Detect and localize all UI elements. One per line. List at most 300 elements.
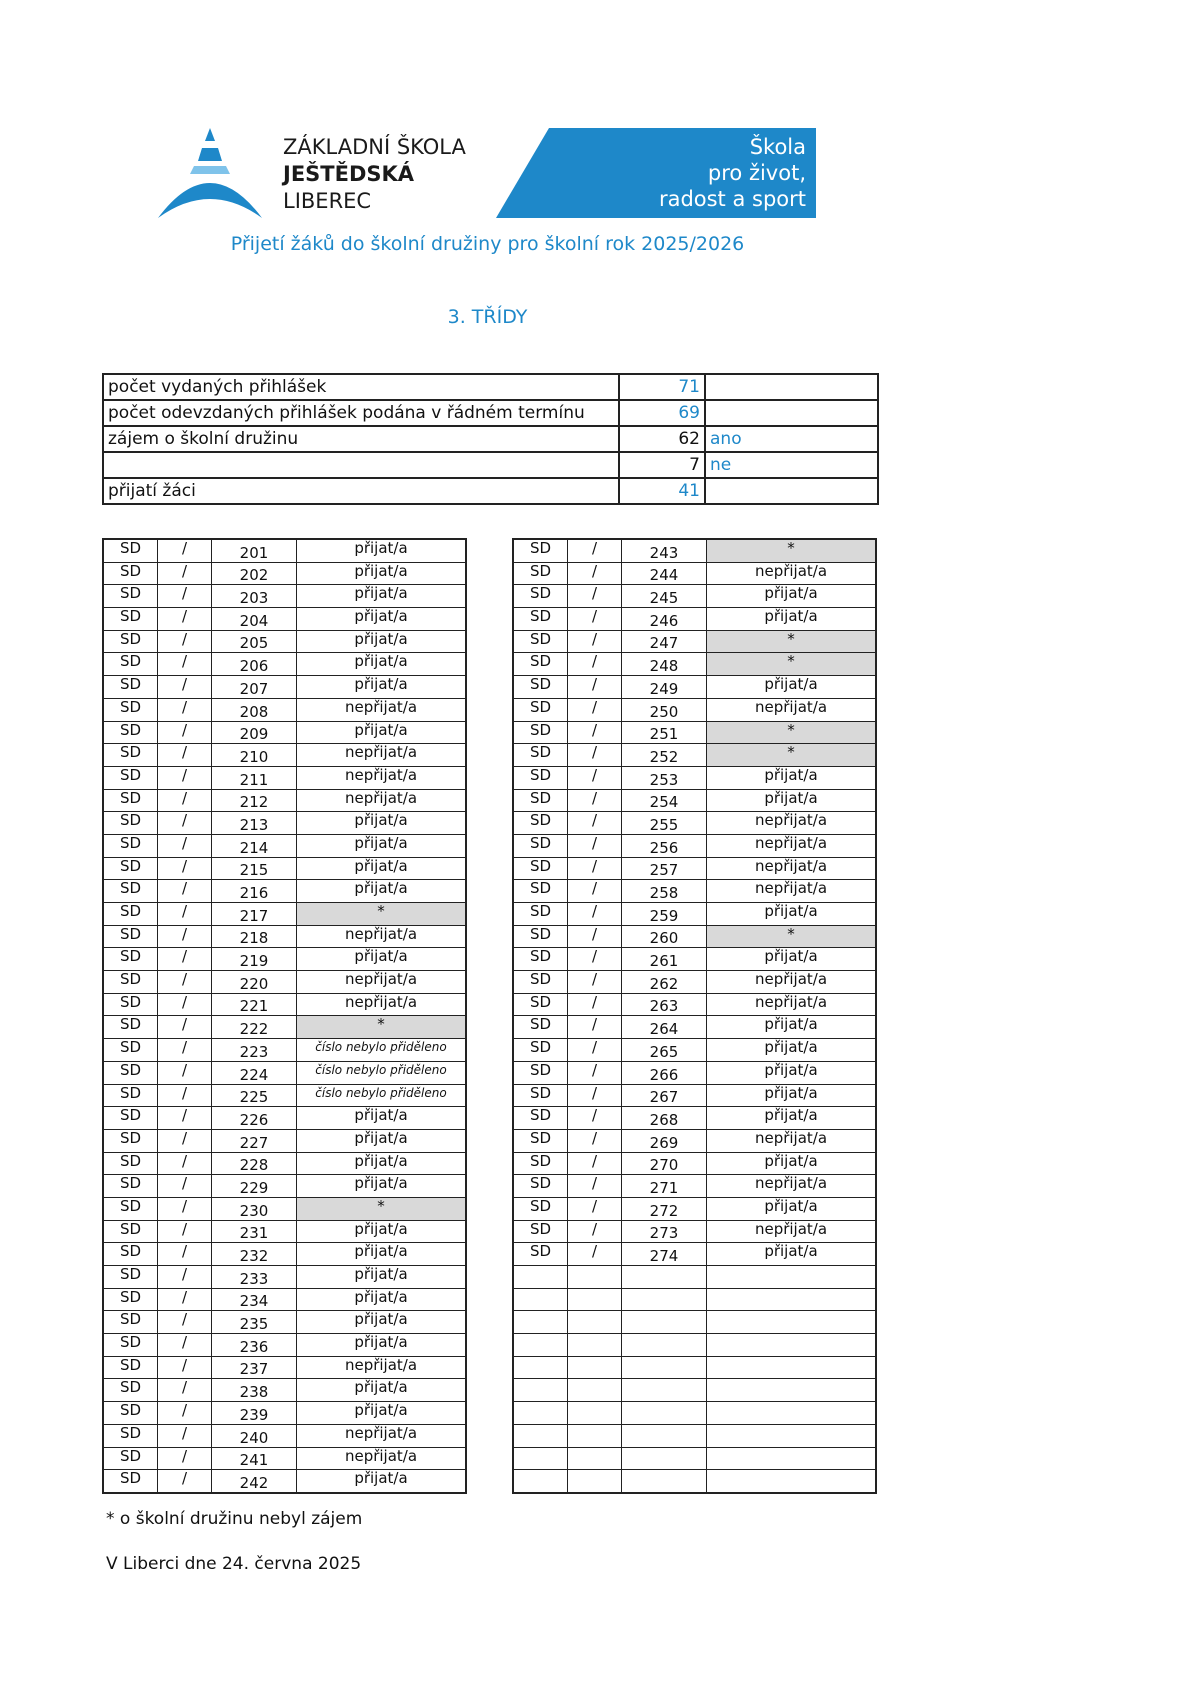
prefix-cell: SD (103, 1016, 158, 1039)
table-row (103, 1447, 466, 1470)
status-cell: * (707, 653, 877, 676)
prefix-cell: SD (103, 1311, 158, 1334)
prefix-cell: SD (103, 608, 158, 631)
table-row (513, 1129, 876, 1152)
slash-cell: / (568, 585, 622, 608)
slash-cell (568, 1288, 622, 1311)
table-row (513, 1379, 876, 1402)
slash-cell: / (158, 1129, 212, 1152)
status-cell: přijat/a (707, 1152, 877, 1175)
prefix-cell: SD (513, 834, 568, 857)
summary-value: 41 (619, 478, 705, 504)
number-cell: 234 (212, 1288, 297, 1311)
slash-cell: / (568, 1129, 622, 1152)
prefix-cell: SD (103, 993, 158, 1016)
number-cell: 264 (622, 1016, 707, 1039)
status-cell: nepřijat/a (707, 993, 877, 1016)
slash-cell: / (158, 721, 212, 744)
slash-cell: / (568, 744, 622, 767)
slash-cell: / (158, 1402, 212, 1425)
slash-cell: / (568, 1084, 622, 1107)
prefix-cell: SD (103, 1243, 158, 1266)
table-row (103, 1243, 466, 1266)
table-row (513, 539, 876, 562)
table-row (103, 857, 466, 880)
prefix-cell: SD (513, 744, 568, 767)
status-cell: nepřijat/a (297, 789, 467, 812)
status-cell: nepřijat/a (707, 971, 877, 994)
number-cell: 269 (622, 1129, 707, 1152)
slash-cell: / (158, 948, 212, 971)
number-cell: 263 (622, 993, 707, 1016)
slash-cell (568, 1334, 622, 1357)
number-cell: 202 (212, 562, 297, 585)
status-cell: přijat/a (297, 1220, 467, 1243)
prefix-cell: SD (103, 948, 158, 971)
prefix-cell: SD (513, 1061, 568, 1084)
table-row (103, 653, 466, 676)
status-cell: přijat/a (297, 1379, 467, 1402)
slash-cell: / (158, 1311, 212, 1334)
slash-cell: / (158, 585, 212, 608)
table-row (103, 834, 466, 857)
status-cell: nepřijat/a (297, 993, 467, 1016)
status-cell: nepřijat/a (707, 880, 877, 903)
status-cell: přijat/a (297, 562, 467, 585)
status-cell: přijat/a (297, 1175, 467, 1198)
status-cell: přijat/a (297, 857, 467, 880)
status-cell: * (297, 1016, 467, 1039)
prefix-cell: SD (513, 880, 568, 903)
table-row (103, 721, 466, 744)
status-cell: nepřijat/a (707, 812, 877, 835)
number-cell: 249 (622, 676, 707, 699)
school-name-line2: JEŠTĚDSKÁ (283, 162, 415, 186)
slash-cell: / (568, 698, 622, 721)
table-row (513, 1220, 876, 1243)
status-cell: nepřijat/a (707, 1129, 877, 1152)
status-cell: nepřijat/a (707, 857, 877, 880)
prefix-cell: SD (513, 630, 568, 653)
table-row (103, 1152, 466, 1175)
slash-cell: / (158, 1016, 212, 1039)
prefix-cell: SD (103, 698, 158, 721)
number-cell: 205 (212, 630, 297, 653)
prefix-cell: SD (103, 539, 158, 562)
number-cell: 210 (212, 744, 297, 767)
table-row (513, 1016, 876, 1039)
status-cell: nepřijat/a (297, 1356, 467, 1379)
summary-label: přijatí žáci (103, 478, 619, 504)
number-cell: 251 (622, 721, 707, 744)
prefix-cell: SD (103, 630, 158, 653)
number-cell: 268 (622, 1107, 707, 1130)
status-cell: přijat/a (707, 1107, 877, 1130)
slash-cell: / (158, 1334, 212, 1357)
table-row (513, 1266, 876, 1289)
slash-cell: / (158, 1447, 212, 1470)
prefix-cell: SD (103, 789, 158, 812)
table-row (513, 948, 876, 971)
status-cell: přijat/a (297, 721, 467, 744)
table-row (513, 1334, 876, 1357)
status-cell: přijat/a (297, 880, 467, 903)
slash-cell: / (568, 1197, 622, 1220)
summary-extra: ano (705, 426, 878, 452)
prefix-cell: SD (103, 744, 158, 767)
status-cell (707, 1447, 877, 1470)
prefix-cell: SD (103, 766, 158, 789)
number-cell (622, 1424, 707, 1447)
prefix-cell: SD (513, 721, 568, 744)
status-cell: nepřijat/a (297, 744, 467, 767)
table-row (513, 880, 876, 903)
table-row (103, 1084, 466, 1107)
slash-cell: / (568, 1107, 622, 1130)
summary-extra: ne (705, 452, 878, 478)
number-cell: 259 (622, 903, 707, 926)
number-cell: 239 (212, 1402, 297, 1425)
prefix-cell: SD (103, 1334, 158, 1357)
status-cell: přijat/a (297, 834, 467, 857)
slash-cell: / (158, 857, 212, 880)
prefix-cell: SD (103, 585, 158, 608)
status-cell: nepřijat/a (297, 1424, 467, 1447)
number-cell (622, 1266, 707, 1289)
slash-cell: / (568, 948, 622, 971)
number-cell: 217 (212, 903, 297, 926)
number-cell: 260 (622, 925, 707, 948)
number-cell: 215 (212, 857, 297, 880)
slash-cell: / (158, 1243, 212, 1266)
prefix-cell: SD (513, 585, 568, 608)
status-cell: přijat/a (297, 1107, 467, 1130)
table-row (513, 812, 876, 835)
status-cell: přijat/a (297, 653, 467, 676)
number-cell: 222 (212, 1016, 297, 1039)
prefix-cell: SD (513, 993, 568, 1016)
prefix-cell (513, 1266, 568, 1289)
status-cell: číslo nebylo přiděleno (297, 1039, 467, 1062)
prefix-cell: SD (103, 971, 158, 994)
prefix-cell: SD (513, 1243, 568, 1266)
prefix-cell: SD (513, 1016, 568, 1039)
status-cell: přijat/a (707, 1061, 877, 1084)
prefix-cell: SD (103, 903, 158, 926)
slash-cell: / (158, 1175, 212, 1198)
summary-label: zájem o školní družinu (103, 426, 619, 452)
table-row (103, 539, 466, 562)
status-cell: nepřijat/a (707, 834, 877, 857)
prefix-cell: SD (103, 834, 158, 857)
prefix-cell: SD (513, 1152, 568, 1175)
number-cell: 236 (212, 1334, 297, 1357)
prefix-cell: SD (513, 1175, 568, 1198)
status-cell: přijat/a (707, 585, 877, 608)
table-row (103, 880, 466, 903)
table-row (103, 925, 466, 948)
table-row (513, 1470, 876, 1493)
slash-cell: / (158, 880, 212, 903)
slash-cell: / (568, 812, 622, 835)
status-cell (707, 1334, 877, 1357)
slogan-line3: radost a sport (658, 187, 806, 211)
table-row (513, 1243, 876, 1266)
table-row (513, 1288, 876, 1311)
table-row (103, 1197, 466, 1220)
number-cell: 223 (212, 1039, 297, 1062)
number-cell: 212 (212, 789, 297, 812)
table-row (103, 1356, 466, 1379)
prefix-cell (513, 1470, 568, 1493)
status-cell: přijat/a (707, 948, 877, 971)
table-row (103, 1311, 466, 1334)
status-cell: přijat/a (707, 1084, 877, 1107)
slash-cell: / (568, 880, 622, 903)
slash-cell: / (158, 608, 212, 631)
number-cell: 207 (212, 676, 297, 699)
slash-cell: / (158, 1061, 212, 1084)
slash-cell: / (568, 903, 622, 926)
table-row (513, 1424, 876, 1447)
number-cell: 250 (622, 698, 707, 721)
status-cell: přijat/a (707, 903, 877, 926)
number-cell: 253 (622, 766, 707, 789)
table-row (513, 1447, 876, 1470)
table-row (103, 1129, 466, 1152)
table-row (513, 698, 876, 721)
prefix-cell (513, 1288, 568, 1311)
table-row (103, 1424, 466, 1447)
table-row (513, 1061, 876, 1084)
status-cell: nepřijat/a (297, 698, 467, 721)
number-cell: 229 (212, 1175, 297, 1198)
status-cell (707, 1470, 877, 1493)
table-row (103, 1334, 466, 1357)
prefix-cell: SD (513, 1129, 568, 1152)
table-row (513, 1084, 876, 1107)
table-row (513, 1311, 876, 1334)
applications-table-right (512, 538, 877, 1494)
slash-cell: / (158, 653, 212, 676)
status-cell: nepřijat/a (707, 562, 877, 585)
prefix-cell: SD (513, 903, 568, 926)
table-row (103, 993, 466, 1016)
school-name (283, 134, 466, 215)
prefix-cell: SD (103, 1129, 158, 1152)
table-row (103, 812, 466, 835)
table-row (103, 630, 466, 653)
slash-cell (568, 1402, 622, 1425)
number-cell: 246 (622, 608, 707, 631)
summary-extra (705, 400, 878, 426)
number-cell: 211 (212, 766, 297, 789)
slash-cell: / (568, 630, 622, 653)
slash-cell: / (158, 1424, 212, 1447)
document-title: Přijetí žáků do školní družiny pro školní rok 2025/2026 (230, 233, 745, 255)
status-cell (707, 1402, 877, 1425)
slash-cell: / (568, 653, 622, 676)
status-cell: přijat/a (297, 1243, 467, 1266)
table-row (103, 1107, 466, 1130)
table-row (513, 1175, 876, 1198)
summary-extra (705, 374, 878, 400)
status-cell: přijat/a (297, 1266, 467, 1289)
table-row (103, 698, 466, 721)
status-cell: přijat/a (707, 676, 877, 699)
slogan-banner (496, 128, 816, 218)
slash-cell: / (158, 562, 212, 585)
summary-label: počet odevzdaných přihlášek podána v řádném termínu (103, 400, 619, 426)
table-row (513, 744, 876, 767)
prefix-cell (513, 1402, 568, 1425)
number-cell: 266 (622, 1061, 707, 1084)
table-row (513, 676, 876, 699)
prefix-cell: SD (103, 1152, 158, 1175)
prefix-cell: SD (513, 698, 568, 721)
slash-cell: / (158, 1220, 212, 1243)
summary-row (103, 478, 878, 504)
number-cell: 261 (622, 948, 707, 971)
prefix-cell: SD (103, 1402, 158, 1425)
number-cell: 254 (622, 789, 707, 812)
summary-table (102, 373, 879, 505)
number-cell (622, 1356, 707, 1379)
table-row (513, 608, 876, 631)
slash-cell (568, 1470, 622, 1493)
number-cell: 204 (212, 608, 297, 631)
slash-cell: / (158, 812, 212, 835)
prefix-cell: SD (103, 1107, 158, 1130)
number-cell: 221 (212, 993, 297, 1016)
table-row (513, 766, 876, 789)
status-cell: nepřijat/a (297, 766, 467, 789)
status-cell: nepřijat/a (297, 1447, 467, 1470)
number-cell: 232 (212, 1243, 297, 1266)
prefix-cell: SD (103, 676, 158, 699)
slash-cell: / (158, 1107, 212, 1130)
number-cell: 242 (212, 1470, 297, 1493)
prefix-cell: SD (103, 925, 158, 948)
status-cell: číslo nebylo přiděleno (297, 1084, 467, 1107)
number-cell: 230 (212, 1197, 297, 1220)
number-cell (622, 1288, 707, 1311)
school-logo-icon (158, 128, 262, 220)
status-cell: přijat/a (707, 1243, 877, 1266)
prefix-cell: SD (513, 766, 568, 789)
slash-cell (568, 1356, 622, 1379)
prefix-cell (513, 1334, 568, 1357)
prefix-cell: SD (103, 1084, 158, 1107)
number-cell: 231 (212, 1220, 297, 1243)
prefix-cell: SD (103, 653, 158, 676)
table-row (103, 1175, 466, 1198)
summary-value: 69 (619, 400, 705, 426)
slash-cell: / (568, 608, 622, 631)
table-row (513, 1402, 876, 1425)
table-row (103, 562, 466, 585)
number-cell (622, 1334, 707, 1357)
number-cell: 216 (212, 880, 297, 903)
status-cell: přijat/a (297, 812, 467, 835)
status-cell: * (707, 721, 877, 744)
table-row (513, 971, 876, 994)
slash-cell: / (158, 1266, 212, 1289)
slash-cell: / (158, 539, 212, 562)
table-row (513, 903, 876, 926)
slash-cell: / (158, 993, 212, 1016)
slash-cell: / (568, 676, 622, 699)
number-cell: 270 (622, 1152, 707, 1175)
slash-cell: / (568, 1220, 622, 1243)
prefix-cell: SD (513, 676, 568, 699)
status-cell: * (297, 903, 467, 926)
table-row (513, 721, 876, 744)
slash-cell (568, 1266, 622, 1289)
prefix-cell: SD (103, 562, 158, 585)
status-cell: přijat/a (297, 608, 467, 631)
status-cell: přijat/a (707, 1197, 877, 1220)
number-cell: 238 (212, 1379, 297, 1402)
slash-cell: / (158, 766, 212, 789)
number-cell: 201 (212, 539, 297, 562)
slash-cell: / (158, 834, 212, 857)
number-cell: 257 (622, 857, 707, 880)
slash-cell: / (158, 630, 212, 653)
status-cell: přijat/a (297, 1152, 467, 1175)
number-cell: 272 (622, 1197, 707, 1220)
prefix-cell (513, 1311, 568, 1334)
prefix-cell: SD (103, 1061, 158, 1084)
section-title: 3. TŘÍDY (447, 306, 528, 328)
number-cell: 252 (622, 744, 707, 767)
prefix-cell: SD (103, 812, 158, 835)
slash-cell: / (158, 1039, 212, 1062)
summary-label: počet vydaných přihlášek (103, 374, 619, 400)
status-cell: nepřijat/a (297, 971, 467, 994)
slash-cell: / (568, 993, 622, 1016)
applications-table-left (102, 538, 467, 1494)
status-cell (707, 1288, 877, 1311)
summary-value: 71 (619, 374, 705, 400)
slash-cell: / (568, 1016, 622, 1039)
prefix-cell: SD (513, 1220, 568, 1243)
table-row (103, 1016, 466, 1039)
prefix-cell: SD (103, 1266, 158, 1289)
prefix-cell: SD (513, 1039, 568, 1062)
summary-extra (705, 478, 878, 504)
status-cell: nepřijat/a (707, 1220, 877, 1243)
status-cell: přijat/a (707, 789, 877, 812)
prefix-cell: SD (103, 880, 158, 903)
table-row (513, 1152, 876, 1175)
table-row (103, 1470, 466, 1493)
number-cell: 262 (622, 971, 707, 994)
table-row (103, 971, 466, 994)
number-cell: 247 (622, 630, 707, 653)
summary-value: 62 (619, 426, 705, 452)
number-cell: 214 (212, 834, 297, 857)
number-cell: 220 (212, 971, 297, 994)
slash-cell: / (158, 1288, 212, 1311)
number-cell: 208 (212, 698, 297, 721)
table-row (103, 1379, 466, 1402)
status-cell: přijat/a (707, 1016, 877, 1039)
number-cell: 226 (212, 1107, 297, 1130)
number-cell (622, 1470, 707, 1493)
number-cell: 240 (212, 1424, 297, 1447)
slash-cell: / (158, 1379, 212, 1402)
